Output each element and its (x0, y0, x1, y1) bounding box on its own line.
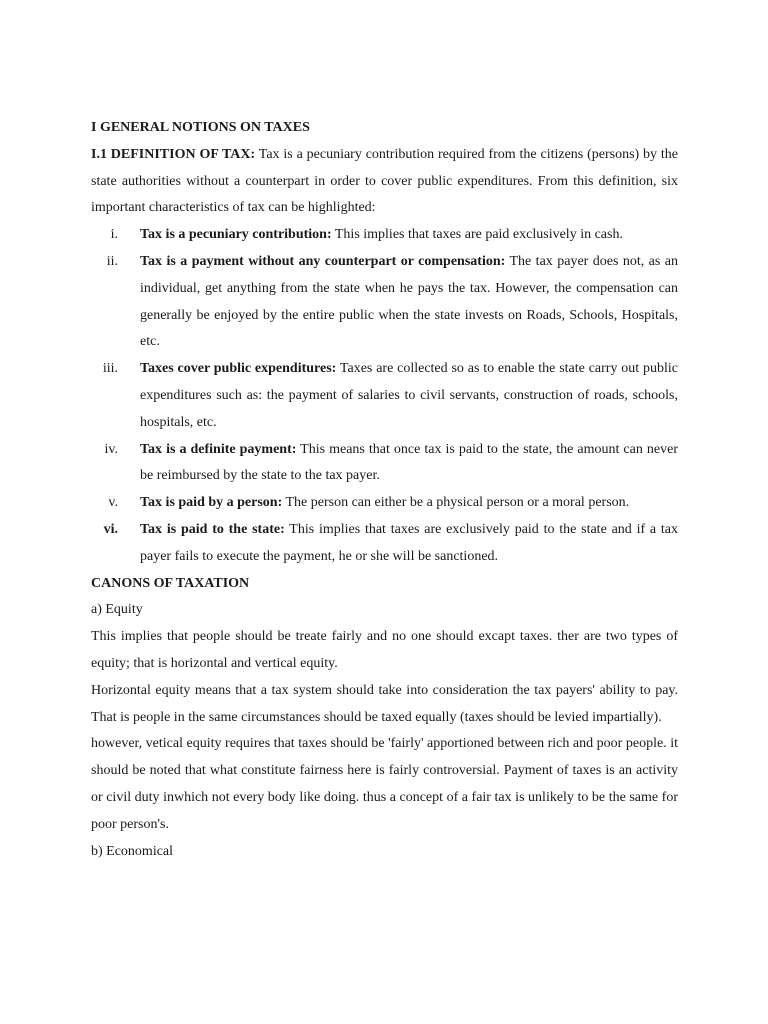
definition-label: I.1 DEFINITION OF TAX: (91, 146, 256, 162)
list-item-text: This implies that taxes are exclusively paid to the state and if a tax payer fails to execute the payment, he or she will be sanctioned. (140, 521, 678, 564)
list-numeral: v. (108, 495, 118, 511)
section-heading: I GENERAL NOTIONS ON TAXES (91, 120, 310, 135)
canons-heading: CANONS OF TAXATION (91, 575, 250, 591)
list-item-text: This implies that taxes are paid exclusively in cash. (331, 227, 623, 243)
list-item-text: Taxes are collected so as to enable the state carry out public expenditures such as: the payment of salaries to civil servants, construction of roads, schools, hospitals, etc. (140, 361, 678, 430)
list-item (91, 222, 678, 249)
horizontal-equity-paragraph: Horizontal equity means that a tax system should take into consideration the tax payers' ability to pay. That is people in the same circumstances should be taxed equally (taxes should be levied impartially). (91, 682, 678, 725)
list-item-text: The tax payer does not, as an individual, get anything from the state when he pays the tax. However, the compensation can generally be enjoyed by the entire public when the state invests on Roads, Schools, Hospitals, etc. (140, 253, 678, 350)
list-numeral: vi. (103, 521, 118, 537)
list-item (91, 437, 678, 491)
list-item-text: The person can either be a physical person or a moral person. (282, 495, 630, 511)
list-numeral: i. (110, 227, 118, 243)
economical-label: b) Economical (91, 843, 174, 859)
list-item-text: This means that once tax is paid to the state, the amount can never be reimbursed by the state to the tax payer. (140, 441, 678, 484)
list-item-title: Tax is paid by a person: (140, 495, 283, 511)
definition-text: Tax is a pecuniary contribution required from the citizens (persons) by the state authorities without a counterpart in order to cover public expenditures. From this definition, six important characteristics of tax can be highlighted: (91, 146, 679, 216)
list-item-title: Tax is paid to the state: (140, 521, 285, 537)
document-page (91, 115, 678, 865)
list-numeral: ii. (106, 253, 118, 269)
list-item-title: Tax is a pecuniary contribution: (140, 227, 332, 243)
vertical-equity-paragraph: however, vetical equity requires that taxes should be 'fairly' apportioned between rich and poor people. it should be noted that what constitute fairness here is fairly controversial. Payment of taxes is an activity or civil duty inwhich not every body like doing. thus a concept of a fair tax is unlikely to be the same for poor person's. (91, 736, 678, 832)
definition-paragraph (91, 142, 678, 222)
list-item (91, 249, 678, 356)
list-item-title: Tax is a payment without any counterpart or compensation: (140, 253, 506, 269)
equity-paragraph-1: This implies that people should be treate fairly and no one should excapt taxes. ther are two types of equity; that is horizontal and vertical equity. (91, 629, 678, 671)
list-numeral: iv. (104, 441, 118, 457)
equity-label: a) Equity (91, 602, 143, 618)
list-item-title: Taxes cover public expenditures: (140, 361, 337, 377)
list-item (91, 490, 678, 517)
list-item-title: Tax is a definite payment: (140, 441, 297, 457)
list-item (91, 356, 678, 436)
list-numeral: iii. (102, 361, 118, 377)
list-item (91, 517, 678, 571)
characteristics-list (91, 222, 678, 570)
